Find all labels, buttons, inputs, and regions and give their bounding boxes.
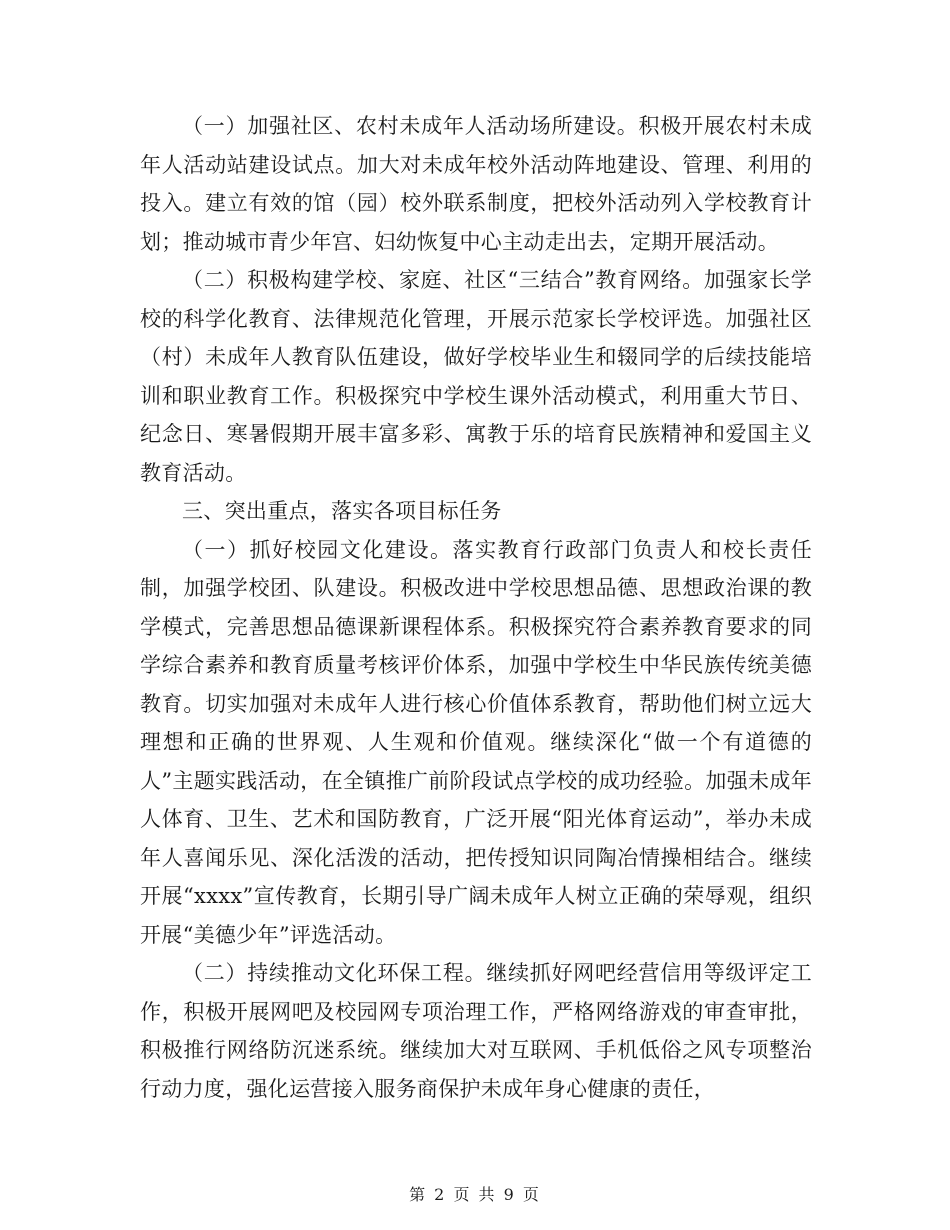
section-heading-key-tasks: 三、突出重点，落实各项目标任务	[182, 499, 502, 523]
paragraph-culture-environment: （二）持续推动文化环保工程。继续抓好网吧经营信用等级评定工作，积极开展网吧及校园网专项治理工作，严格网络游戏的审查审批，积极推行网络防沉迷系统。继续加大对互联网、手机低俗之风专项整治行动力度，强化运营接入服务商保护未成年身心健康的责任，	[140, 961, 812, 1101]
paragraph-community-venues: （一）加强社区、农村未成年人活动场所建设。积极开展农村未成年人活动站建设试点。加大对未成年校外活动阵地建设、管理、利用的投入。建立有效的馆（园）校外联系制度，把校外活动列入学校教育计划；推动城市青少年宫、妇幼恢复中心主动走出去，定期开展活动。	[140, 114, 812, 254]
page-number-footer: 第 2 页 共 9 页	[409, 1185, 541, 1204]
document-body	[140, 107, 812, 1108]
paragraph-campus-culture: （一）抓好校园文化建设。落实教育行政部门负责人和校长责任制，加强学校团、队建设。积极改进中学校思想品德、思想政治课的教学模式，完善思想品德课新课程体系。积极探究符合素养教育要求的同学综合素养和教育质量考核评价体系，加强中学校生中华民族传统美德教育。切实加强对未成年人进行核心价值体系教育，帮助他们树立远大理想和正确的世界观、人生观和价值观。继续深化“做一个有道德的人”主题实践活动，在全镇推广前阶段试点学校的成功经验。加强未成年人体育、卫生、艺术和国防教育，广泛开展“阳光体育运动”，举办未成年人喜闻乐见、深化活泼的活动，把传授知识同陶冶情操相结合。继续开展“xxxx”宣传教育，长期引导广阔未成年人树立正确的荣辱观，组织开展“美德少年”评选活动。	[140, 537, 812, 947]
paragraph-education-network: （二）积极构建学校、家庭、社区“三结合”教育网络。加强家长学校的科学化教育、法律规范化管理，开展示范家长学校评选。加强社区（村）未成年人教育队伍建设，做好学校毕业生和辍同学的后续技能培训和职业教育工作。积极探究中学校生课外活动模式，利用重大节日、纪念日、寒暑假期开展丰富多彩、寓教于乐的培育民族精神和爱国主义教育活动。	[140, 268, 812, 485]
